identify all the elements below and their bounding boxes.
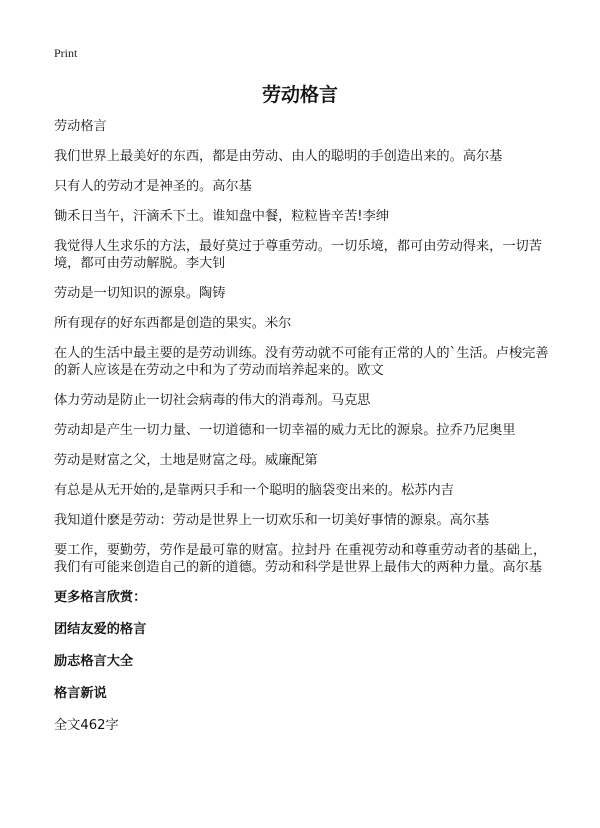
quote-paragraph: 在人的生活中最主要的是劳动训练。没有劳动就不可能有正常的人的`生活。卢梭完善的新人应该是在劳动之中和为了劳动而培养起来的。欧文 [54,346,549,378]
related-link-new-sayings[interactable]: 格言新说 [54,686,107,701]
quote-paragraph: 我们世界上最美好的东西，都是由劳动、由人的聪明的手创造出来的。高尔基 [54,149,503,164]
quote-paragraph: 我觉得人生求乐的方法，最好莫过于尊重劳动。一切乐境，都可由劳动得来，一切苦境，都可由劳动解脱。李大钊 [54,239,542,271]
quote-paragraph: 体力劳动是防止一切社会病毒的伟大的消毒剂。马克思 [54,393,371,408]
print-link[interactable]: Print [54,46,78,60]
article-subtitle: 劳动格言 [54,119,107,134]
quote-paragraph: 有总是从无开始的,是靠两只手和一个聪明的脑袋变出来的。松苏内吉 [54,483,454,498]
related-link-inspirational[interactable]: 励志格言大全 [54,654,134,669]
related-link-unity[interactable]: 团结友爱的格言 [54,622,147,637]
quote-paragraph: 锄禾日当午，汗滴禾下土。谁知盘中餐，粒粒皆辛苦!李绅 [54,209,389,224]
quote-paragraph: 所有现存的好东西都是创造的果实。米尔 [54,316,292,331]
article-body [54,118,550,734]
quote-paragraph: 劳动是一切知识的源泉。陶铸 [54,286,226,301]
quote-paragraph: 劳动是财富之父，土地是财富之母。威廉配第 [54,453,318,468]
word-count: 全文462字 [54,718,119,733]
quote-paragraph: 我知道什麽是劳动：劳动是世界上一切欢乐和一切美好事情的源泉。高尔基 [54,513,490,528]
quote-paragraph: 要工作，要勤劳，劳作是最可靠的财富。拉封丹 在重视劳动和尊重劳动者的基础上，我们有可能来创造自己的新的道德。劳动和科学是世界上最伟大的两种力量。高尔基 [54,543,547,575]
quote-paragraph: 只有人的劳动才是神圣的。高尔基 [54,179,252,194]
quote-paragraph: 劳动却是产生一切力量、一切道德和一切幸福的威力无比的源泉。拉乔乃尼奥里 [54,423,516,438]
more-quotes-heading: 更多格言欣赏： [54,590,147,605]
page-title: 劳动格言 [261,84,338,106]
